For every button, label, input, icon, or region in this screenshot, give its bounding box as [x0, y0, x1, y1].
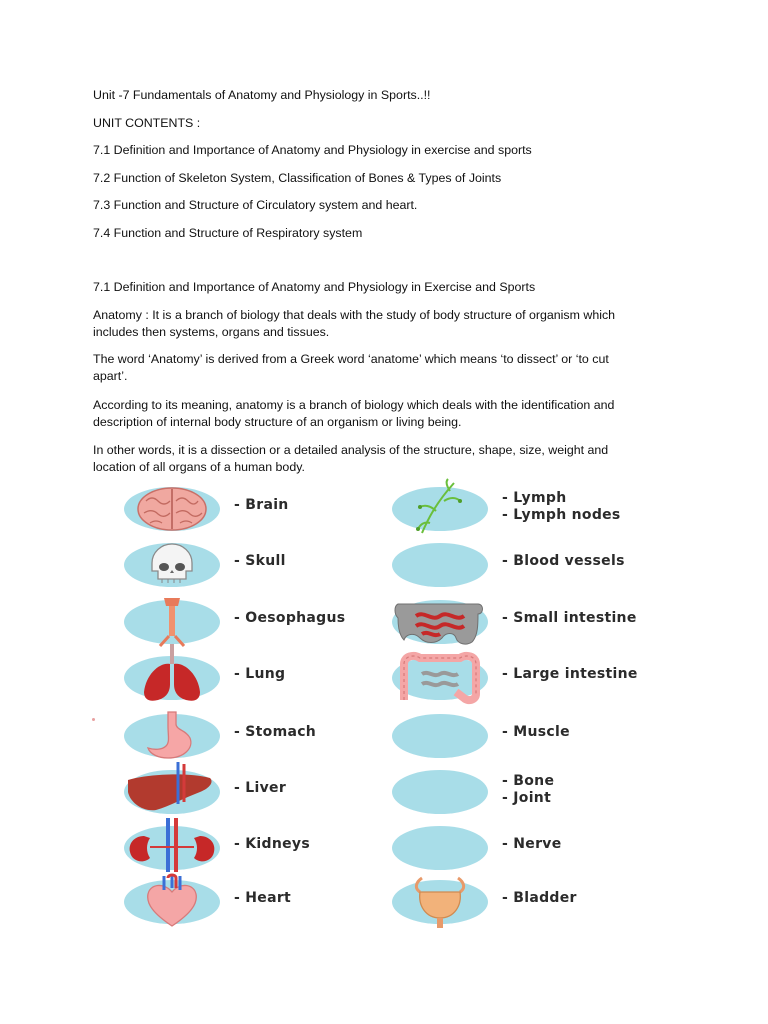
organ-label [502, 610, 637, 627]
organ-badge [124, 714, 220, 758]
contents-item: 7.2 Function of Skeleton System, Classification of Bones & Types of Joints [93, 171, 502, 185]
liver-icon [124, 764, 220, 820]
organ-label-line: - Stomach [234, 724, 317, 740]
organ-badge [392, 656, 488, 700]
organ-item-blood-vessels [392, 543, 658, 593]
organs-figure [118, 480, 658, 930]
brain-icon [124, 481, 220, 537]
organ-badge [392, 487, 488, 531]
organ-label [502, 490, 621, 524]
contents-item: 7.1 Definition and Importance of Anatomy and Physiology in exercise and sports [93, 143, 532, 157]
organ-label [502, 724, 570, 741]
paragraph-line: The word ‘Anatomy’ is derived from a Greek word ‘anatome’ which means ‘to dissect’ or ‘to cut [93, 352, 609, 366]
organ-item-small-intestine [392, 600, 658, 650]
organ-label-line: - Nerve [502, 836, 562, 852]
stomach-icon [124, 708, 220, 764]
organ-badge [124, 656, 220, 700]
paragraph-line: Anatomy : It is a branch of biology that deals with the study of body structure of organism which [93, 308, 616, 322]
bladder-icon [392, 874, 488, 930]
organ-item-bone-joint [392, 770, 658, 820]
organ-badge [124, 600, 220, 644]
skull-icon [124, 537, 220, 593]
organ-badge [124, 543, 220, 587]
heart-icon [124, 874, 220, 930]
organ-label [234, 497, 289, 514]
unit-title: Unit -7 Fundamentals of Anatomy and Physiology in Sports..!! [93, 88, 431, 102]
organ-badge [392, 543, 488, 587]
organ-item-large-intestine [392, 656, 658, 706]
organ-badge [124, 487, 220, 531]
organ-label-line: - Blood vessels [502, 553, 625, 569]
organ-label-line: - Liver [234, 780, 287, 796]
paragraph [93, 442, 668, 476]
organ-label-line: - Large intestine [502, 666, 638, 682]
organ-label [234, 836, 310, 853]
organ-label [234, 610, 345, 627]
paragraph-line: According to its meaning, anatomy is a branch of biology which deals with the identification and [93, 398, 615, 412]
organ-label [502, 553, 625, 570]
small-intestine-icon [392, 594, 488, 650]
stray-mark [92, 718, 95, 721]
organ-label-line: - Kidneys [234, 836, 310, 852]
organ-badge [124, 826, 220, 870]
organ-item-oesophagus [124, 600, 384, 650]
organ-item-lymph [392, 487, 658, 537]
organ-label-line: - Small intestine [502, 610, 637, 626]
organ-item-heart [124, 880, 384, 930]
paragraph-line: description of internal body structure of an organism or living being. [93, 415, 462, 429]
organ-label-line: - Lymph [502, 490, 567, 506]
organ-label-line: - Oesophagus [234, 610, 346, 626]
organ-item-stomach [124, 714, 384, 764]
large-intestine-icon [392, 650, 488, 706]
contents-item: 7.4 Function and Structure of Respiratory system [93, 226, 363, 240]
organ-label-line: - Lymph nodes [502, 507, 621, 523]
bone-joint-icon [392, 764, 488, 820]
paragraph-line: location of all organs of a human body. [93, 460, 305, 474]
organ-label [234, 666, 285, 683]
organ-label-line: - Bone [502, 773, 555, 789]
paragraph [93, 307, 668, 341]
organ-item-brain [124, 487, 384, 537]
organ-badge [392, 880, 488, 924]
lung-icon [124, 650, 220, 706]
organ-badge [392, 770, 488, 814]
nerve-icon [392, 820, 488, 876]
oesophagus-icon [124, 594, 220, 650]
organ-badge [124, 770, 220, 814]
organ-label [234, 780, 286, 797]
organ-badge [392, 714, 488, 758]
organ-label-line: - Muscle [502, 724, 570, 740]
paragraph [93, 351, 668, 385]
paragraph-line: apart’. [93, 369, 128, 383]
organ-badge [124, 880, 220, 924]
contents-item: 7.3 Function and Structure of Circulatory system and heart. [93, 198, 418, 212]
section-heading: 7.1 Definition and Importance of Anatomy and Physiology in Exercise and Sports [93, 280, 536, 294]
paragraph-line: In other words, it is a dissection or a detailed analysis of the structure, shape, size, weight and [93, 443, 609, 457]
organ-label-line: - Brain [234, 497, 289, 513]
organ-item-nerve [392, 826, 658, 876]
organ-badge [392, 600, 488, 644]
organ-label [502, 773, 554, 807]
organ-label [502, 890, 577, 907]
organ-label [234, 890, 291, 907]
organ-label [502, 836, 562, 853]
organ-badge [392, 826, 488, 870]
organ-label-line: - Joint [502, 790, 552, 806]
lymph-icon [392, 481, 488, 537]
organ-label [234, 724, 316, 741]
organ-item-liver [124, 770, 384, 820]
blood-vessels-icon [392, 537, 488, 593]
organ-item-lung [124, 656, 384, 706]
organ-label-line: - Bladder [502, 890, 577, 906]
organ-label [234, 553, 286, 570]
contents-heading: UNIT CONTENTS : [93, 116, 201, 130]
organ-label-line: - Skull [234, 553, 286, 569]
organ-item-skull [124, 543, 384, 593]
paragraph-line: includes then systems, organs and tissues. [93, 325, 330, 339]
organ-item-muscle [392, 714, 658, 764]
kidneys-icon [124, 820, 220, 876]
organ-item-kidneys [124, 826, 384, 876]
organ-label-line: - Heart [234, 890, 292, 906]
organ-label-line: - Lung [234, 666, 286, 682]
paragraph [93, 397, 668, 431]
organ-label [502, 666, 638, 683]
muscle-icon [392, 708, 488, 764]
organ-item-bladder [392, 880, 658, 930]
